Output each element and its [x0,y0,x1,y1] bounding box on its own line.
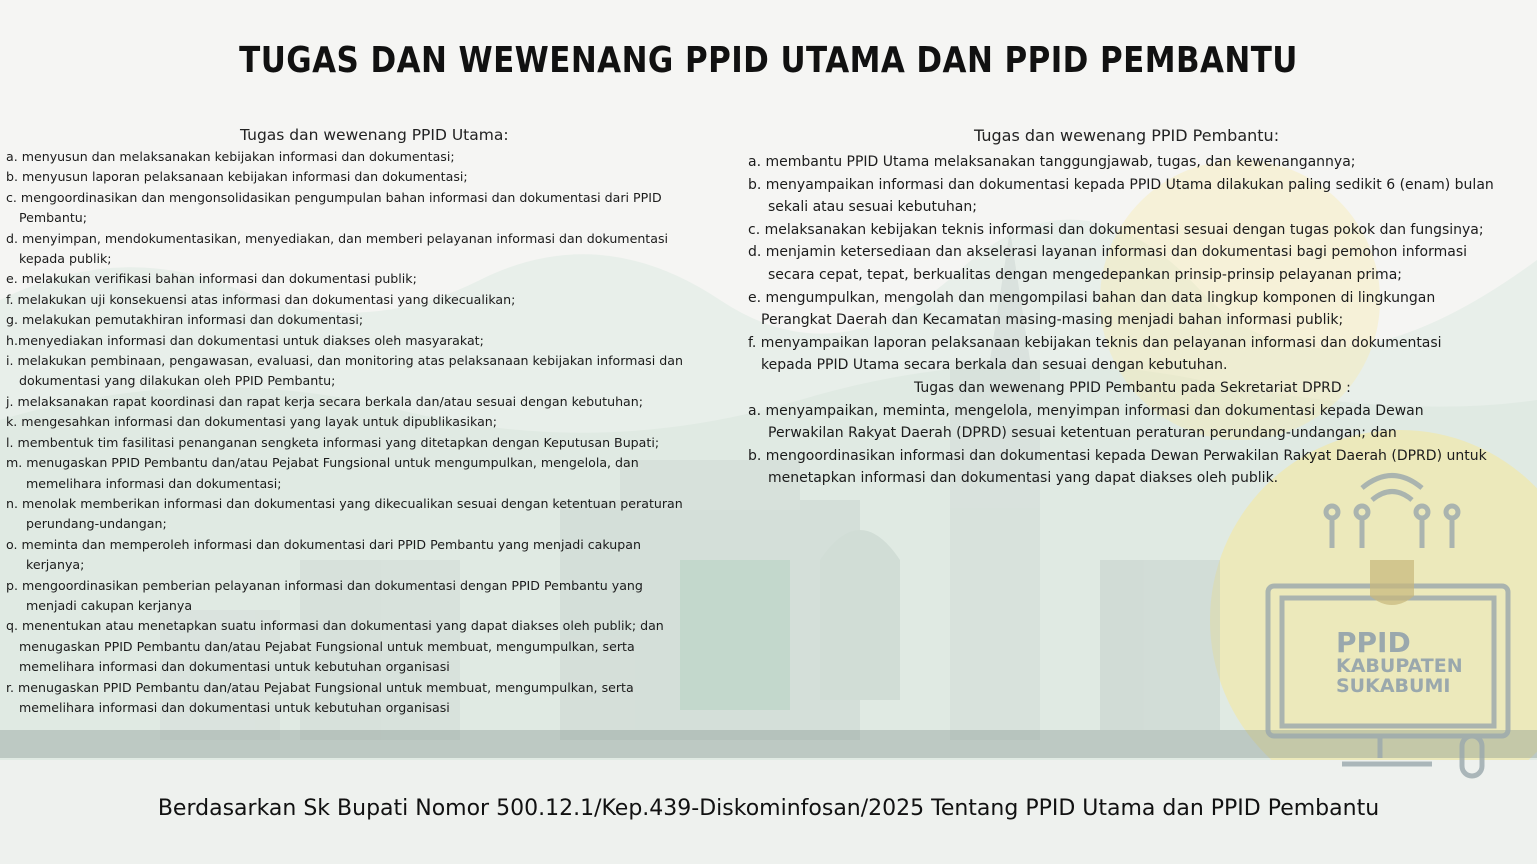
logo-line-3: SUKABUMI [1336,675,1451,698]
item-text: d. menyimpan, mendokumentasikan, menyediakan, dan memberi pelayanan informasi dan dokumentasi [6,230,669,246]
list-item [748,219,1534,242]
item-text-cont: kepada PPID Utama secara berkala dan sesuai dengan kebutuhan. [761,357,1228,374]
item-text-cont: Pembantu; [19,210,88,226]
item-text-cont: perundang-undangan; [26,516,167,532]
item-text-cont: dokumentasi yang dilakukan oleh PPID Pembantu; [19,373,336,389]
item-text: r. menugaskan PPID Pembantu dan/atau Pejabat Fungsional untuk membuat, mengumpulkan, serta [6,679,634,695]
ppid-utama-heading: Tugas dan wewenang PPID Utama: [240,126,509,144]
list-item [748,241,1534,286]
list-item [748,332,1534,377]
ppid-utama-list [6,147,746,718]
item-text: m. menugaskan PPID Pembantu dan/atau Pejabat Fungsional untuk mengumpulkan, mengelola, dan [6,455,639,471]
item-text-cont: kerjanya; [26,557,85,573]
ppid-pembantu-list [748,151,1534,377]
list-item [6,290,746,310]
list-item [6,269,746,289]
item-text: b. mengoordinasikan informasi dan dokumentasi kepada Dewan Perwakilan Rakyat Daerah (DPRD) untuk [748,447,1487,464]
item-text-cont: Perangkat Daerah dan Kecamatan masing-masing menjadi bahan informasi publik; [761,312,1344,329]
ppid-pembantu-heading: Tugas dan wewenang PPID Pembantu: [974,126,1280,145]
item-text: g. melakukan pemutakhiran informasi dan dokumentasi; [6,312,364,328]
list-item [6,576,746,617]
list-item [748,287,1534,332]
item-text-cont: kepada publik; [19,251,112,267]
ppid-pembantu-section [748,126,1534,490]
list-item [748,151,1534,174]
list-item [6,494,746,535]
item-text: q. menentukan atau menetapkan suatu informasi dan dokumentasi yang dapat diakses oleh publik; dan [6,618,664,634]
logo-line-2: KABUPATEN [1336,655,1463,678]
item-text: p. mengoordinasikan pemberian pelayanan informasi dan dokumentasi dengan PPID Pembantu yang [6,577,643,593]
item-text: l. membentuk tim fasilitasi penanganan sengketa informasi yang ditetapkan dengan Keputusan Bupati; [6,434,660,450]
item-text: f. menyampaikan laporan pelaksanaan kebijakan teknis dan pelayanan informasi dan dokumentasi [748,334,1442,351]
item-text: h.menyediakan informasi dan dokumentasi untuk diakses oleh masyarakat; [6,332,484,348]
list-item [6,616,746,677]
item-text: b. menyampaikan informasi dan dokumentasi kepada PPID Utama dilakukan paling sedikit 6 (enam) bulan [748,176,1494,193]
dprd-subheading: Tugas dan wewenang PPID Pembantu pada Sekretariat DPRD : [914,379,1351,396]
item-text-cont: memelihara informasi dan dokumentasi; [26,475,282,491]
item-text-cont: sekali atau sesuai kebutuhan; [768,199,977,216]
logo-text [1336,628,1463,697]
list-item [6,229,746,270]
list-item [6,188,746,229]
list-item [6,147,746,167]
item-text: e. mengumpulkan, mengolah dan mengompilasi bahan dan data lingkup komponen di lingkungan [748,289,1436,306]
item-text: n. menolak memberikan informasi dan dokumentasi yang dikecualikan sesuai dengan ketentuan peraturan [6,495,683,511]
item-text-cont: secara cepat, tepat, berkualitas dengan mengedepankan prinsip-prinsip pelayanan prima; [768,266,1402,283]
item-text: e. melakukan verifikasi bahan informasi dan dokumentasi publik; [6,271,417,287]
ppid-utama-section [6,126,746,718]
item-text: j. melaksanakan rapat koordinasi dan rapat kerja secara berkala dan/atau sesuai dengan kebutuhan; [6,393,644,409]
list-item [6,351,746,392]
item-text: i. melakukan pembinaan, pengawasan, evaluasi, dan monitoring atas pelaksanaan kebijakan informasi dan [6,353,683,369]
item-text-cont: memelihara informasi dan dokumentasi untuk kebutuhan organisasi [19,699,450,715]
item-text: a. membantu PPID Utama melaksanakan tanggungjawab, tugas, dan kewenangannya; [748,154,1356,170]
item-text-cont: menetapkan informasi dan dokumentasi yang dapat diakses oleh publik. [768,470,1279,487]
list-item [6,535,746,576]
item-text-cont: memelihara informasi dan dokumentasi untuk kebutuhan organisasi [19,659,450,675]
ppid-logo [1262,468,1522,788]
list-item [6,453,746,494]
list-item [6,310,746,330]
list-item [6,678,746,719]
item-text: k. mengesahkan informasi dan dokumentasi yang layak untuk dipublikasikan; [6,414,498,430]
page-title: TUGAS DAN WEWENANG PPID UTAMA DAN PPID PEMBANTU [239,40,1298,81]
item-text-cont: menugaskan PPID Pembantu dan/atau Pejabat Fungsional untuk membuat, mengumpulkan, serta [19,638,635,654]
list-item [6,392,746,412]
list-item [748,400,1534,445]
item-text: c. melaksanakan kebijakan teknis informasi dan dokumentasi sesuai dengan tugas pokok dan fungsinya; [748,221,1484,238]
legal-basis-footer: Berdasarkan Sk Bupati Nomor 500.12.1/Kep.439-Diskominfosan/2025 Tentang PPID Utama dan PPID Pembantu [157,796,1380,821]
item-text: f. melakukan uji konsekuensi atas informasi dan dokumentasi yang dikecualikan; [6,291,516,307]
item-text: o. meminta dan memperoleh informasi dan dokumentasi dari PPID Pembantu yang menjadi cakupan [6,536,641,552]
item-text: a. menyusun dan melaksanakan kebijakan informasi dan dokumentasi; [6,149,455,164]
list-item [748,174,1534,219]
list-item [6,331,746,351]
list-item [6,412,746,432]
item-text: b. menyusun laporan pelaksanaan kebijakan informasi dan dokumentasi; [6,169,468,185]
list-item [6,433,746,453]
item-text-cont: Perwakilan Rakyat Daerah (DPRD) sesuai ketentuan peraturan perundang-undangan; dan [768,425,1397,442]
item-text: c. mengoordinasikan dan mengonsolidasikan pengumpulan bahan informasi dan dokumentasi dari PPID [6,189,662,205]
item-text-cont: menjadi cakupan kerjanya [26,597,193,613]
logo-line-1: PPID [1336,626,1411,659]
item-text: a. menyampaikan, meminta, mengelola, menyimpan informasi dan dokumentasi kepada Dewan [748,402,1424,419]
list-item [6,167,746,187]
item-text: d. menjamin ketersediaan dan akselerasi layanan informasi dan dokumentasi bagi pemohon informasi [748,244,1467,261]
